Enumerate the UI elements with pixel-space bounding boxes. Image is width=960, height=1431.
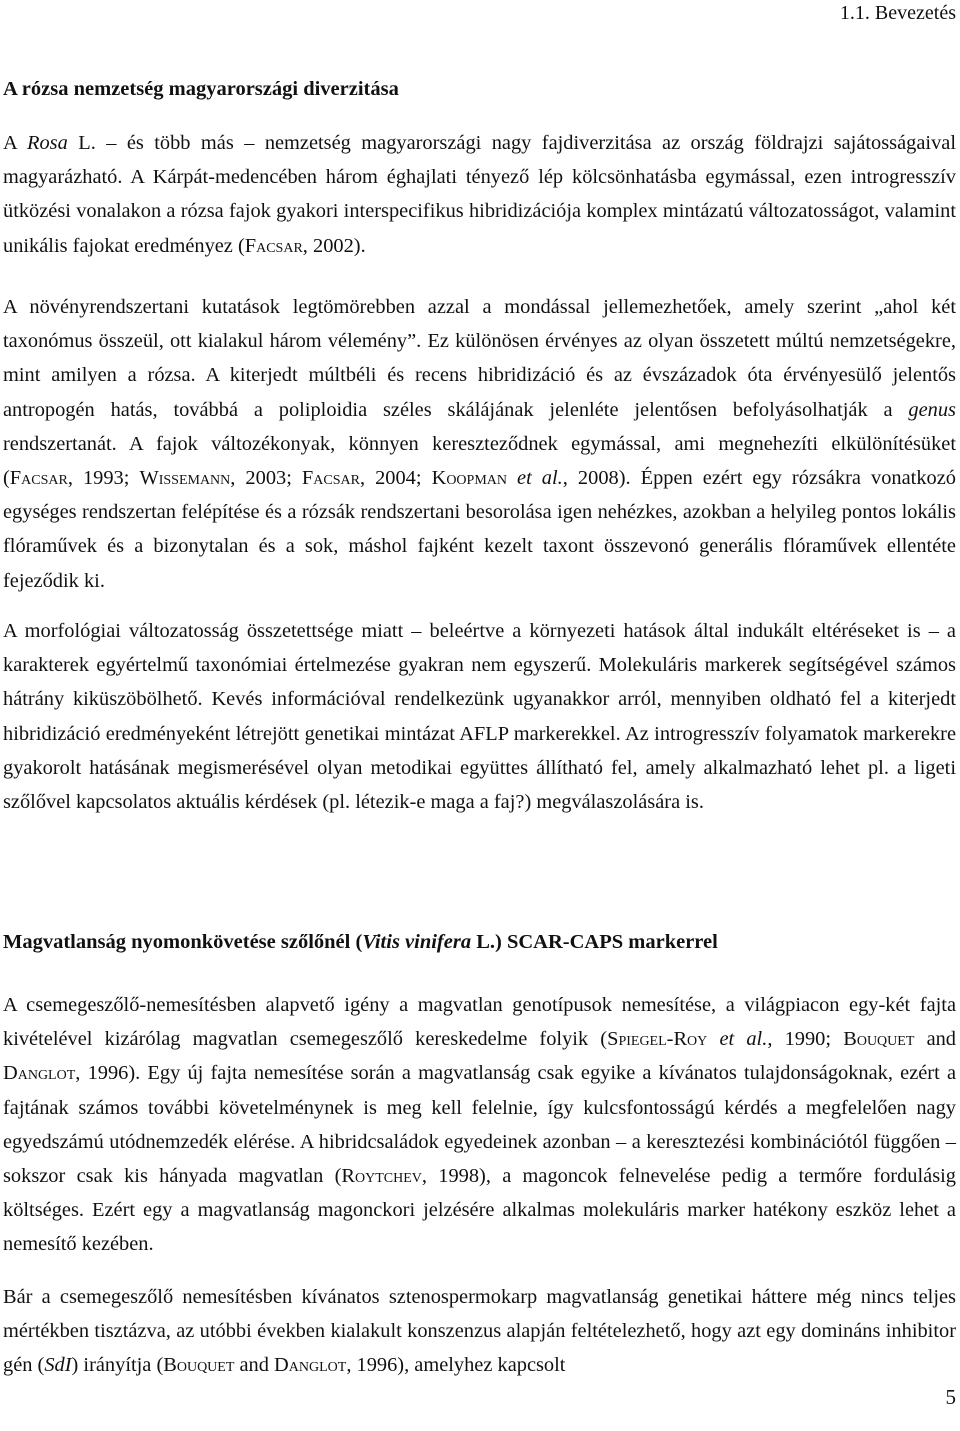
paragraph-4 bbox=[3, 988, 956, 1262]
text-run: Magvatlanság nyomonkövetése szőlőnél ( bbox=[3, 931, 363, 953]
text-run: Bár a csemegeszőlő nemesítésben kívánatos sztenospermokarp magvatlanság genetikai háttere még nincs teljes mértékben tisztázva, az utóbbi években kialakult konszenzus alapján feltételezhető, hogy azt egy domináns inhibitor gén ( bbox=[3, 1286, 956, 1377]
author-name: Danglot bbox=[274, 1354, 347, 1377]
text-run: A növényrendszertani kutatások legtömörebben azzal a mondással jellemezhetőek, amely szerint „ahol két taxonómus összeül, ott kialakul három vélemény”. Ez különösen érvényes az olyan összetett múltú nemzetségekre, mint amilyen a rózsa. A kiterjedt múltbéli és recens hibridizáció és az évszázadok óta érvényesülő jelentős antropogén hatás, továbbá a poliploidia széles skálájának jelenléte jelentősen befolyásolhatják a bbox=[3, 296, 956, 421]
italic-et-al: et al. bbox=[719, 1028, 768, 1051]
section-heading bbox=[3, 929, 956, 955]
author-name: Danglot bbox=[3, 1062, 76, 1085]
text-run: , 1998), a magoncok felnevelése pedig a termőre fordulásig költséges. Ezért egy a magvatlanság magonckori jelzésére alkalmas molekuláris marker hatékony eszköz lehet a nemesítő kezében. bbox=[3, 1165, 957, 1256]
text-run: rendszertanát. A fajok változékonyak, könnyen kereszteződnek egymással, ami megnehezíti elkülönítésüket ( bbox=[3, 432, 956, 490]
paragraph-2 bbox=[3, 290, 956, 598]
text-run: , 2008). Éppen ezért egy rózsákra vonatkozó egységes rendszertan felépítése és a rózsák rendszertani besorolása igen nehézkes, azokban a helyileg pontos lokális flóraművek és a bizonytalan és a sok, máshol fajként kezelt taxont összevonó generális flóraművek ellentéte fejeződik ki. bbox=[3, 467, 956, 592]
section-seedlessness bbox=[3, 929, 956, 955]
text-run: , 2004; bbox=[359, 467, 432, 490]
text-run: and bbox=[234, 1354, 275, 1377]
page-number: 5 bbox=[945, 1385, 956, 1409]
paragraph-text bbox=[3, 126, 956, 263]
text-run: , 1990; bbox=[767, 1028, 844, 1051]
paragraph-3 bbox=[3, 614, 956, 819]
text-run: A bbox=[3, 132, 28, 154]
paragraph-text: A morfológiai változatosság összetettsége miatt – beleértve a környezeti hatások által indukált eltéréseket is – a karakterek egyértelmű taxonómiai értelmezése gyakran nem egyszerű. Molekuláris markerek segítségével számos hátrány kiküszöbölhető. Kevés információval rendelkezünk ugyanakkor arról, mennyiben oldható fel a kiterjedt hibridizáció eredményeként létrejött genetikai mintázat AFLP markerekkel. Az introgresszív folyamatok markerekre gyakorolt hatásának megismerésével olyan metodikai együttes állítható fel, amely alkalmazható lehet pl. a ligeti szőlővel kapcsolatos aktuális kérdések (pl. létezik-e maga a faj?) megválaszolására is. bbox=[3, 620, 956, 814]
text-run: and bbox=[914, 1028, 957, 1051]
text-run: ) irányítja ( bbox=[71, 1354, 164, 1377]
paragraph-1 bbox=[3, 126, 956, 263]
italic-genus: Rosa bbox=[27, 132, 68, 154]
italic-term: genus bbox=[908, 398, 956, 421]
author-name: Bouquet bbox=[163, 1354, 235, 1377]
author-name: Spiegel-Roy bbox=[607, 1028, 708, 1051]
author-name: Facsar bbox=[301, 467, 360, 490]
text-run: , 1996), amelyhez kapcsolt bbox=[346, 1354, 566, 1377]
text-run: , 1993; bbox=[67, 467, 140, 490]
section-heading: A rózsa nemzetség magyarországi diverzitása bbox=[3, 78, 399, 100]
text-run bbox=[507, 467, 517, 489]
text-run: A csemegeszőlő-nemesítésben alapvető igény a magvatlan genotípusok nemesítése, a világpiacon egy-két fajta kivételével kizárólag magvatlan csemegeszőlő kereskedelme folyik ( bbox=[3, 994, 956, 1051]
author-name: Roytchev bbox=[341, 1165, 422, 1188]
author-name: Koopman bbox=[431, 467, 507, 490]
text-run: L. – és több más – nemzetség magyarországi nagy fajdiverzitása az ország földrajzi sajátosságaival magyarázható. A Kárpát-medencében három éghajlati tényező lép kölcsönhatásba egymással, ezen introgresszív ütközési vonalakon a rózsa fajok gyakori interspecifikus hibridizációja komplex mintázatú változatosságot, valamint unikális fajokat eredményez ( bbox=[3, 132, 956, 257]
author-name: Facsar bbox=[9, 467, 68, 490]
text-run: L.) SCAR-CAPS markerrel bbox=[471, 931, 718, 953]
italic-gene: SdI bbox=[44, 1354, 72, 1377]
author-name: Facsar bbox=[244, 234, 303, 257]
text-run bbox=[707, 1028, 719, 1050]
section-rosa-diversity bbox=[3, 76, 956, 102]
text-run: , 1996). Egy új fajta nemesítése során a magvatlanság csak egyike a kívánatos tulajdonságoknak, ezért a fajtának számos további követelménynek is meg kell felelnie, így kulcsfontosságú kérdés a megfelelően nagy egyedszámú utódnemzedék elérése. A hibridcsaládok egyedeinek azonban – a keresztezési kombinációtól függően – sokszor csak kis hányada magvatlan ( bbox=[3, 1062, 956, 1188]
text-run: , 2002). bbox=[302, 234, 366, 257]
paragraph-text bbox=[3, 1280, 956, 1383]
text-run: , 2003; bbox=[230, 467, 302, 490]
paragraph-text bbox=[3, 988, 956, 1262]
paragraph-5 bbox=[3, 1280, 956, 1383]
author-name: Bouquet bbox=[843, 1028, 915, 1051]
italic-et-al: et al. bbox=[517, 467, 563, 490]
author-name: Wissemann bbox=[139, 467, 231, 490]
italic-species: Vitis vinifera bbox=[362, 931, 472, 953]
paragraph-text bbox=[3, 290, 956, 598]
running-header: 1.1. Bevezetés bbox=[839, 2, 956, 24]
